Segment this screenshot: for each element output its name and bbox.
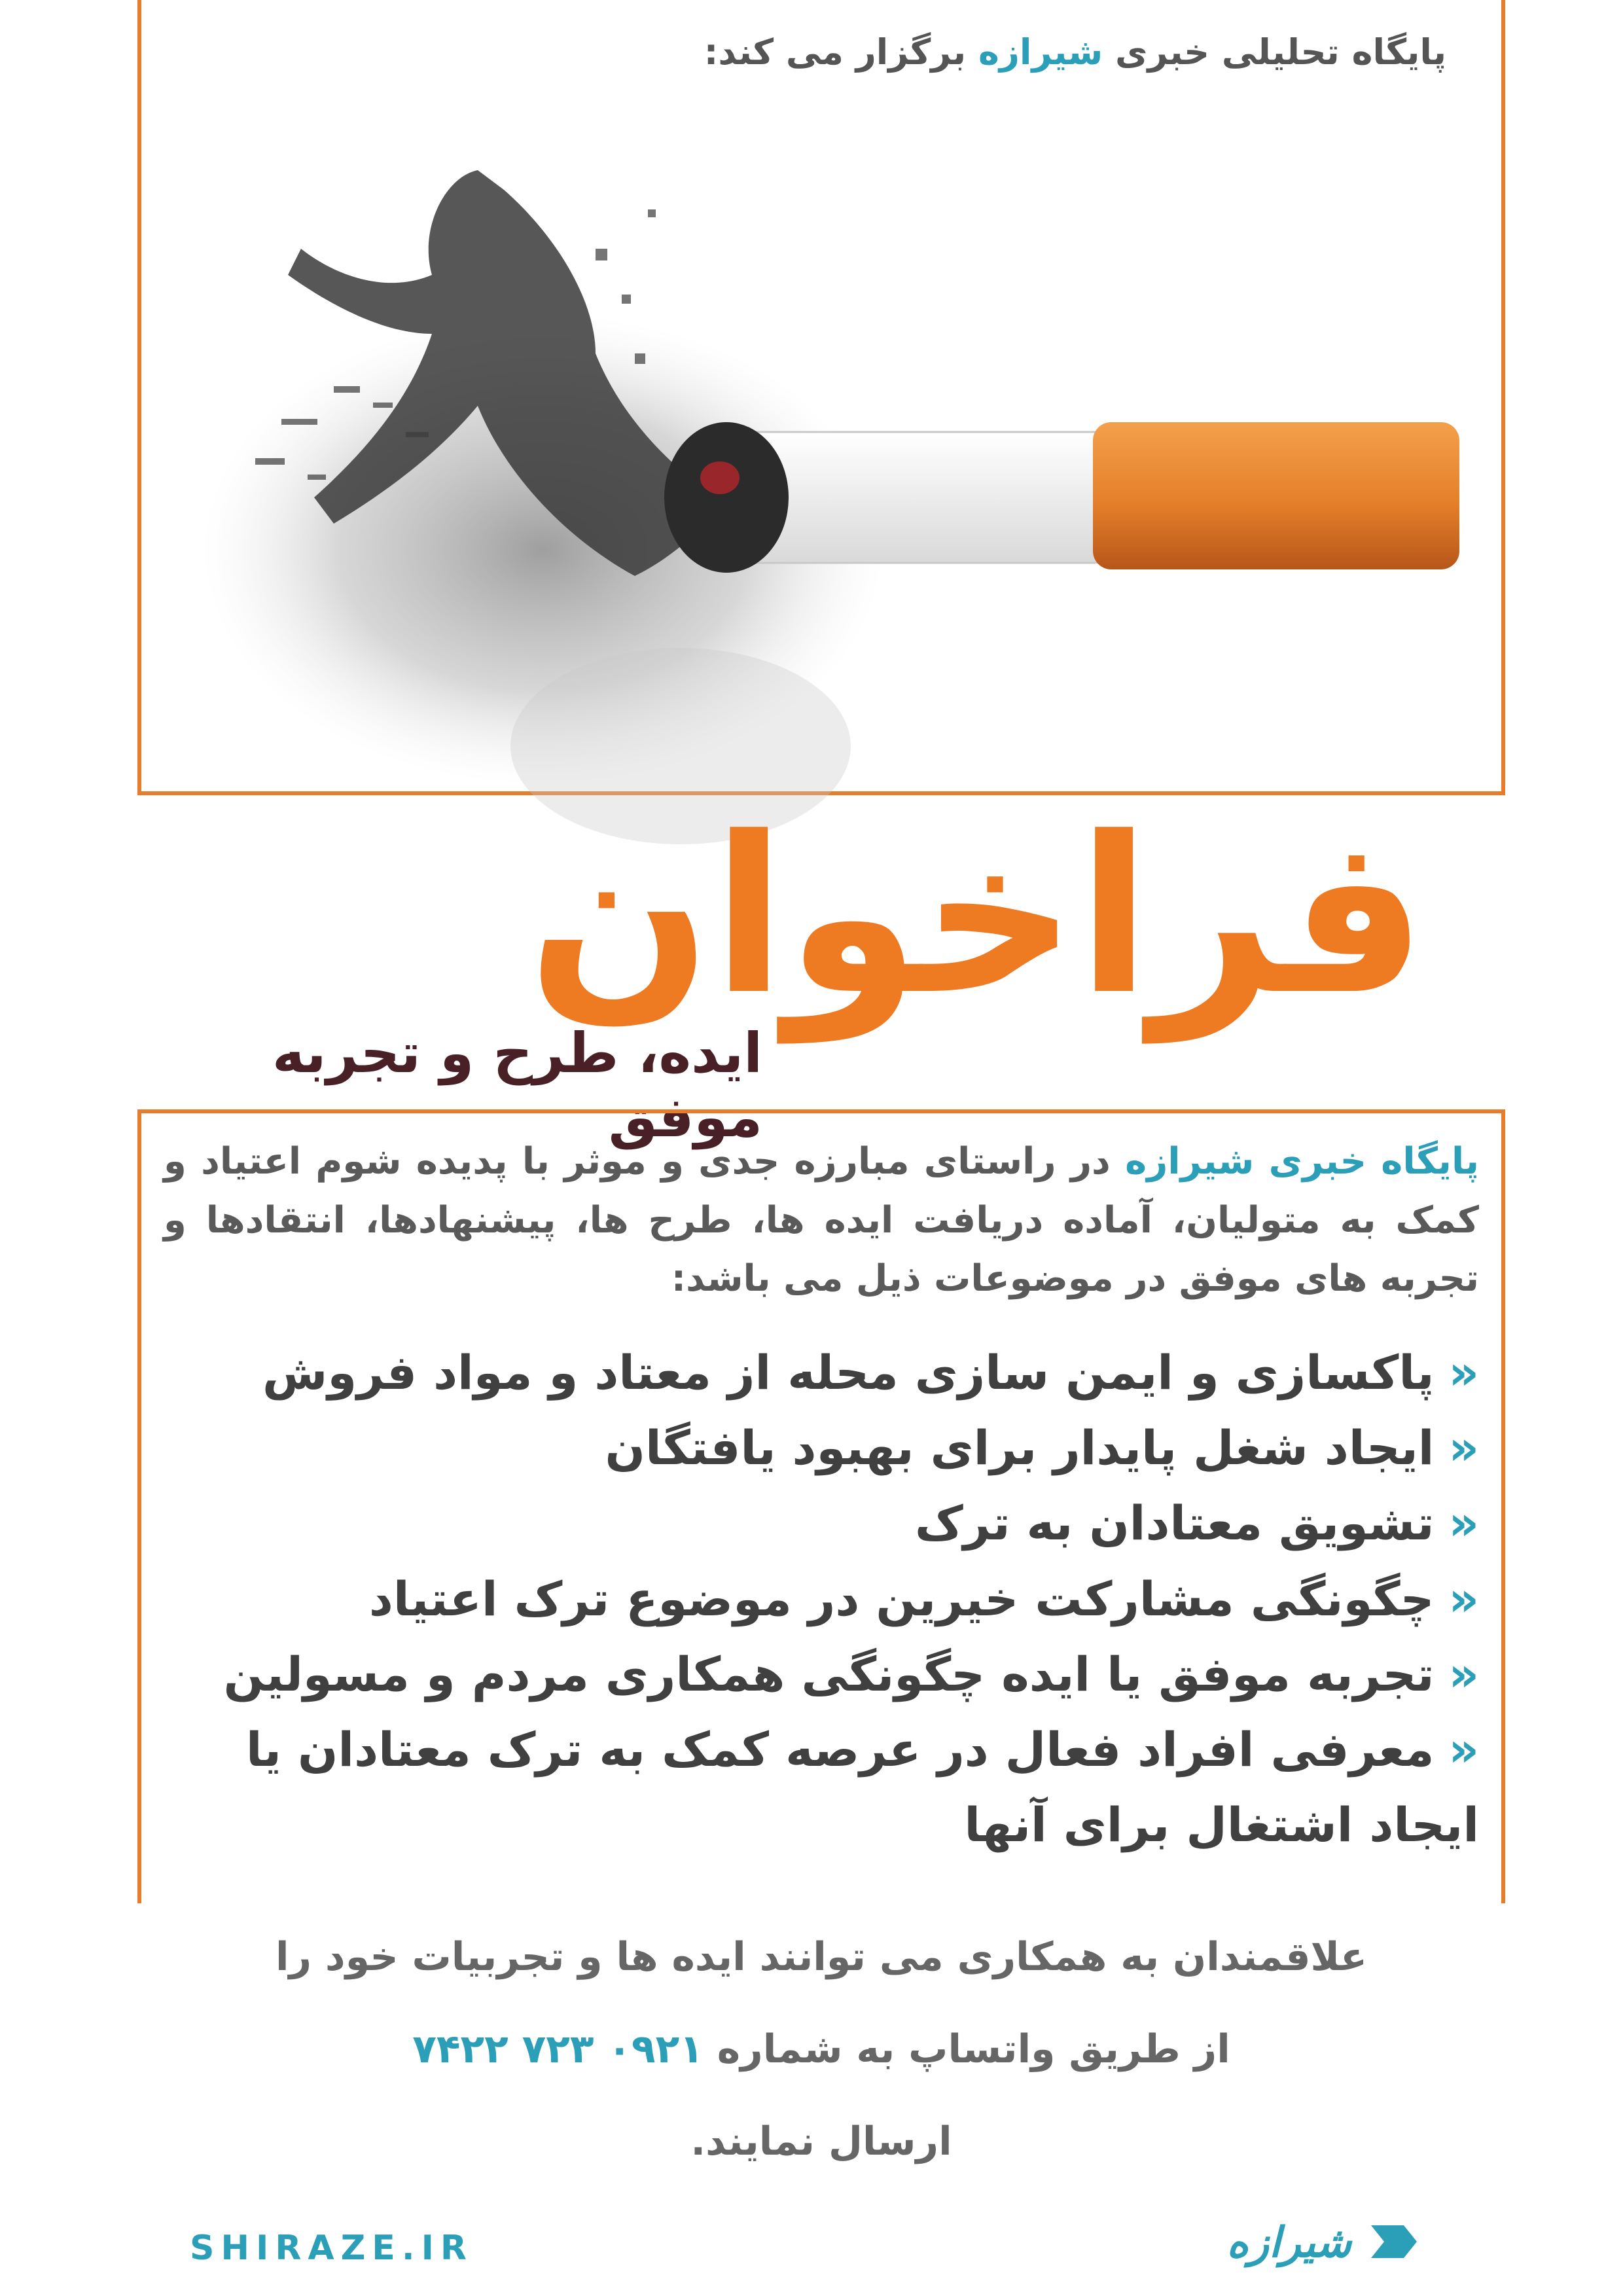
- list-item: [164, 1486, 1479, 1561]
- topics-list: [164, 1335, 1479, 1863]
- closing-line-3: ارسال نمایند.: [690, 2119, 952, 2164]
- topic-text: چگونگی مشارکت خیرین در موضوع ترک اعتیاد: [368, 1571, 1435, 1626]
- closing-text: [164, 1911, 1479, 2188]
- cigarette-illustration: [137, 79, 1505, 897]
- list-item: [164, 1410, 1479, 1486]
- topic-text: معرفی افراد فعال در عرصه کمک به ترک معتادان یا ایجاد اشتغال برای آنها: [245, 1721, 1479, 1853]
- logo-text: شیرازه: [1226, 2219, 1351, 2267]
- bullet-icon: «: [1448, 1420, 1479, 1476]
- intro-paragraph: [164, 1132, 1479, 1308]
- website-link[interactable]: SHIRAZE.IR: [190, 2229, 473, 2268]
- list-item: [164, 1637, 1479, 1712]
- bullet-icon: «: [1448, 1646, 1479, 1702]
- organizer-prefix: پایگاه تحلیلی خبری: [1115, 31, 1446, 73]
- topic-text: پاکسازی و ایمن سازی محله از معتاد و مواد فروش: [262, 1345, 1435, 1400]
- bullet-icon: «: [1448, 1345, 1479, 1400]
- logo-mark-icon: [1371, 2225, 1417, 2258]
- cigarette-filter: [1093, 422, 1459, 569]
- closing-line-2: [164, 2003, 1479, 2096]
- closing-line-2-text: از طریق واتساپ به شماره: [717, 2026, 1230, 2072]
- intro-text: در راستای مبارزه جدی و موثر با پدیده شوم اعتیاد و کمک به متولیان، آماده دریافت ایده ها، طرح ها، پیشنهادها، انتقادها و تجربه های موفق در موضوعات ذیل می باشد:: [164, 1140, 1479, 1300]
- bullet-icon: «: [1448, 1721, 1479, 1777]
- list-item: [164, 1562, 1479, 1637]
- phone-number[interactable]: ۰۹۲۱ ۷۲۳ ۷۴۲۲: [412, 2026, 704, 2072]
- intro-brand: پایگاه خبری شیرازه: [1125, 1140, 1480, 1183]
- topic-text: تجربه موفق یا ایده چگونگی همکاری مردم و مسولین: [223, 1646, 1435, 1702]
- page-subtitle: ایده، طرح و تجربه موفق: [272, 1021, 762, 1149]
- page-title: فراخوان: [527, 791, 1427, 1042]
- bullet-icon: «: [1448, 1571, 1479, 1626]
- list-item: [164, 1335, 1479, 1410]
- list-item: [164, 1712, 1479, 1863]
- closing-line-1: علاقمندان به همکاری می توانند ایده ها و تجربیات خود را: [275, 1934, 1368, 1980]
- organizer-line: [465, 31, 1446, 73]
- organizer-brand: شیرازه: [978, 31, 1103, 73]
- bullet-icon: «: [1448, 1496, 1479, 1551]
- burning-tip: [664, 422, 789, 573]
- shiraze-logo: [1224, 2199, 1427, 2284]
- organizer-suffix: برگزار می کند:: [704, 31, 967, 73]
- topic-text: تشویق معتادان به ترک: [914, 1496, 1435, 1551]
- topic-text: ایجاد شغل پایدار برای بهبود یافتگان: [605, 1420, 1435, 1476]
